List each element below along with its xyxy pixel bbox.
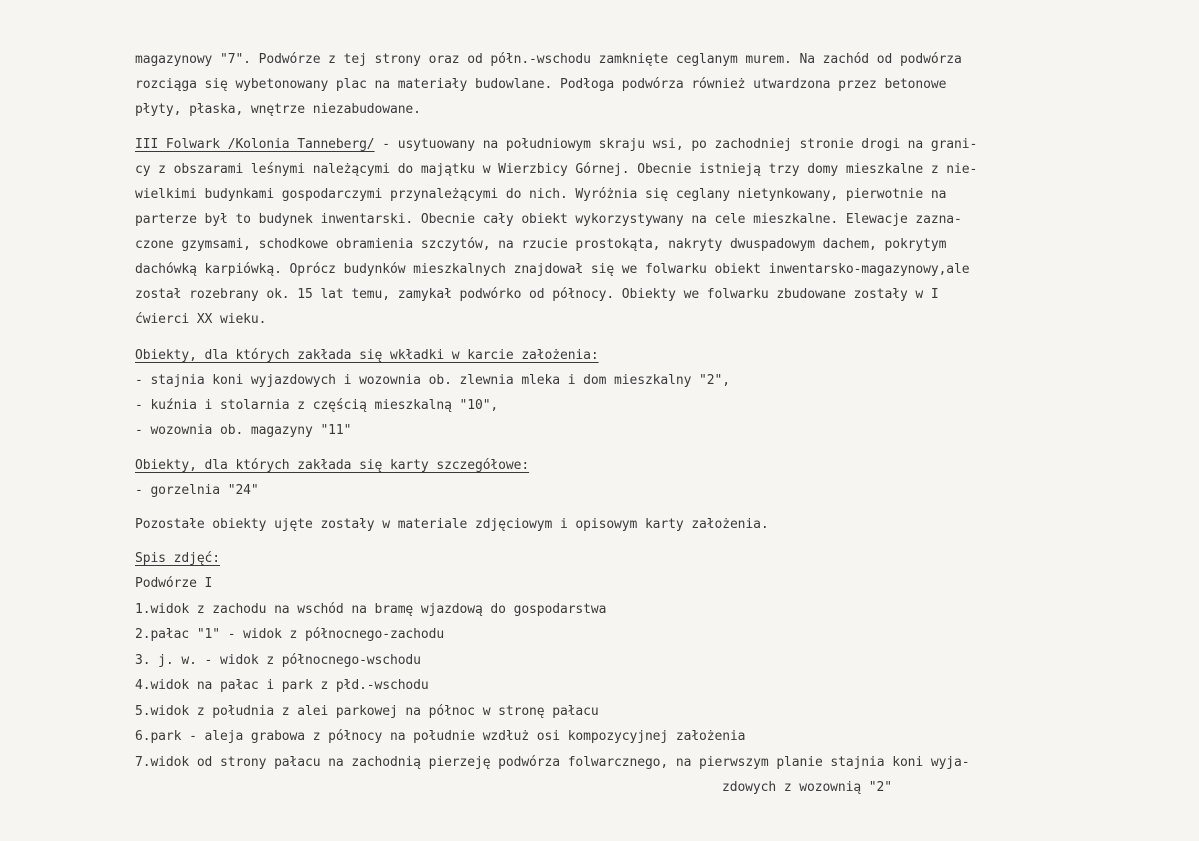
list-item: - gorzelnia "24" bbox=[135, 483, 259, 498]
text-span: - usytuowany na południowym skraju wsi, po zachodniej stronie drogi na grani- bbox=[374, 137, 978, 152]
text-line: magazynowy "7". Podwórze z tej strony oraz od półn.-wschodu zamknięte ceglanym murem. Na zachód od podwórza bbox=[135, 52, 962, 67]
section-heading: Obiekty, dla których zakłada się karty szczegółowe: bbox=[135, 458, 530, 473]
list-item: - wozownia ob. magazyny "11" bbox=[135, 423, 352, 438]
list-item: 7.widok od strony pałacu na zachodnią pierzeję podwórza folwarcznego, na pierwszym planie stajnia koni wyja- bbox=[135, 755, 970, 770]
text-line: został rozebrany ok. 15 lat temu, zamykał podwórko od północy. Obiekty we folwarku zbudowane zostały w I bbox=[135, 287, 939, 302]
list-item: 4.widok na pałac i park z płd.-wschodu bbox=[135, 678, 429, 693]
list-item: 5.widok z południa z alei parkowej na północ w stronę pałacu bbox=[135, 704, 599, 719]
section-heading: III Folwark /Kolonia Tanneberg/ bbox=[135, 137, 375, 152]
list-item-continuation: zdowych z wozownią "2" bbox=[722, 780, 892, 795]
text-line: ćwierci XX wieku. bbox=[135, 312, 267, 327]
list-item: 3. j. w. - widok z północnego-wschodu bbox=[135, 653, 421, 668]
text-line bbox=[135, 137, 977, 153]
list-item: - stajnia koni wyjazdowych i wozownia ob. zlewnia mleka i dom mieszkalny "2", bbox=[135, 373, 730, 388]
text-line: dachówką karpiówką. Oprócz budynków mieszkalnych znajdował się we folwarku obiekt inwentarsko-magazynowy,ale bbox=[135, 262, 970, 277]
list-item: 2.pałac "1" - widok z północnego-zachodu bbox=[135, 627, 445, 642]
list-item: 6.park - aleja grabowa z północy na południe wzdłuż osi kompozycyjnej założenia bbox=[135, 729, 746, 744]
section-heading: Spis zdjęć: bbox=[135, 551, 220, 566]
text-line: rozciąga się wybetonowany plac na materiały budowlane. Podłoga podwórza również utwardzona przez betonowe bbox=[135, 77, 947, 92]
section-heading: Obiekty, dla których zakłada się wkładki w karcie założenia: bbox=[135, 348, 599, 363]
text-line: cy z obszarami leśnymi należącymi do majątku w Wierzbicy Górnej. Obecnie istnieją trzy domy mieszkalne z nie- bbox=[135, 162, 978, 177]
text-line: płyty, płaska, wnętrze niezabudowane. bbox=[135, 102, 421, 117]
text-line: parterze był to budynek inwentarski. Obecnie cały obiekt wykorzystywany na cele mieszkalne. Elewacje zazna- bbox=[135, 212, 962, 227]
text-line: czone gzymsami, schodkowe obramienia szczytów, na rzucie prostokąta, nakryty dwuspadowym dachem, pokrytym bbox=[135, 237, 947, 252]
text-line: Pozostałe obiekty ujęte zostały w materiale zdjęciowym i opisowym karty założenia. bbox=[135, 517, 769, 532]
list-item: - kuźnia i stolarnia z częścią mieszkalną "10", bbox=[135, 398, 499, 413]
list-item: 1.widok z zachodu na wschód na bramę wjazdową do gospodarstwa bbox=[135, 602, 607, 617]
subheading: Podwórze I bbox=[135, 576, 213, 591]
text-line: wielkimi budynkami gospodarczymi przynależącymi do nich. Wyróżnia się ceglany nietynkowany, pierwotnie na bbox=[135, 187, 947, 202]
